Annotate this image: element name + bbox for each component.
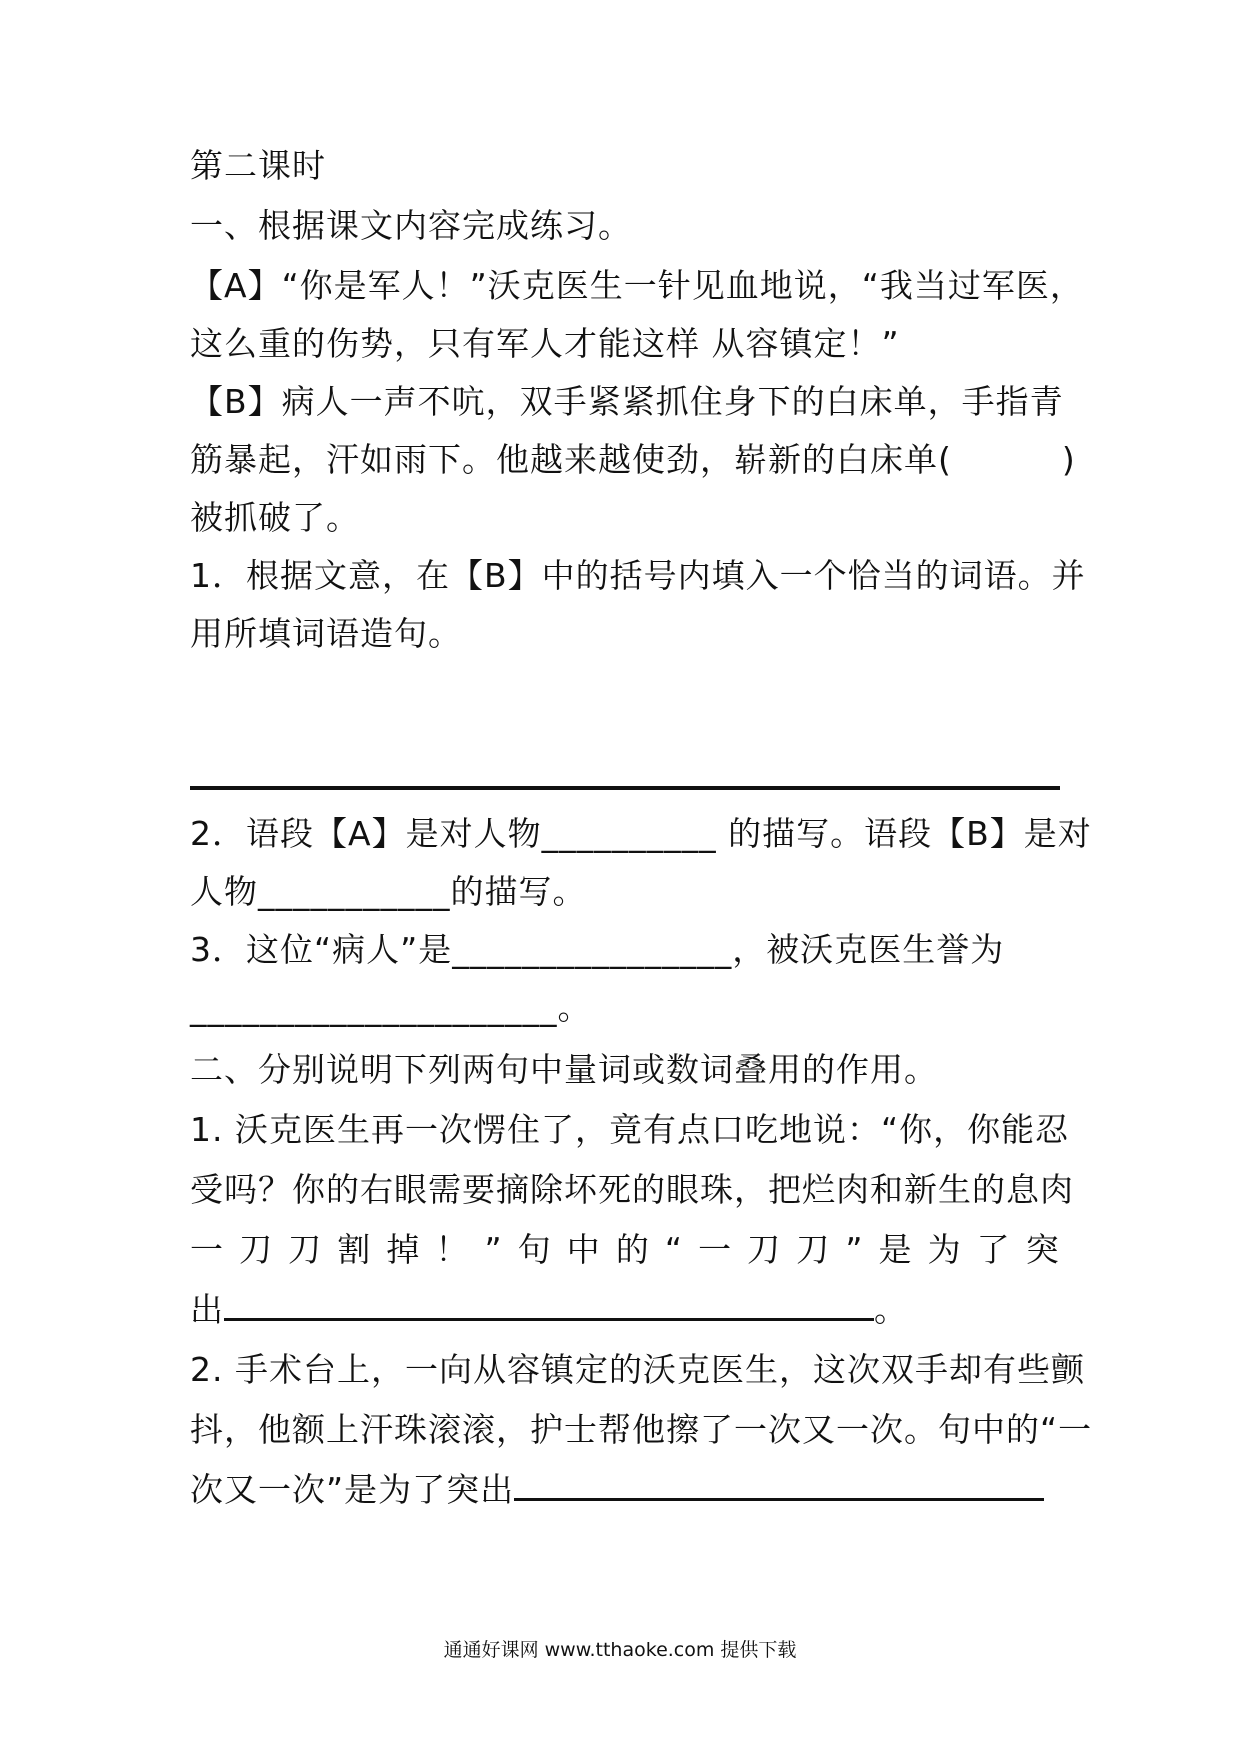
q3-part1: 3．这位“病人”是: [190, 930, 453, 969]
s2-q1-char: 刀: [747, 1230, 782, 1269]
q3-line2: [190, 984, 1060, 1032]
q1-line1: 1．根据文意，在【B】中的括号内填入一个恰当的词语。并: [190, 556, 1086, 595]
s2-q2-line3-text: 次又一次”是为了突出: [190, 1470, 515, 1509]
q2-line1: [190, 810, 1092, 858]
s2-q2-line1: 2. 手术台上，一向从容镇定的沃克医生，这次双手却有些颤: [190, 1350, 1085, 1389]
q2-line2: [190, 868, 1060, 916]
s2-q1-line1: 1. 沃克医生再一次愣住了，竟有点口吃地说：“你，你能忍: [190, 1110, 1070, 1149]
s2-q1-char: “: [664, 1230, 683, 1269]
passage-b-line2-text: 筋暴起，汗如雨下。他越来越使劲，崭新的白床单(: [190, 440, 952, 479]
passage-b-line1: 【B】病人一声不吭，双手紧紧抓住身下的白床单，手指青: [190, 382, 1064, 421]
s2-q1-char: 一: [698, 1230, 733, 1269]
footer: 通通好课网 www.tthaoke.com 提供下载: [443, 1639, 797, 1661]
q2-part2: 的描写。语段【B】是对: [716, 814, 1092, 853]
s2-q1-char: 刀: [239, 1230, 274, 1269]
s2-q1-char: 的: [615, 1230, 650, 1269]
s2-q1-answer-line[interactable]: [224, 1288, 874, 1321]
s2-q1-char: 句: [517, 1230, 552, 1269]
s2-q2-line2: 抖，他额上汗珠滚滚，护士帮他擦了一次又一次。句中的“一: [190, 1410, 1093, 1449]
s2-q2-line3: [190, 1466, 1060, 1514]
s2-q1-line4-start: 出: [190, 1290, 224, 1329]
s2-q1-char: 掉: [386, 1230, 421, 1269]
s2-q1-char: 刀: [288, 1230, 323, 1269]
q2-part4: 的描写。: [450, 872, 587, 911]
passage-a-line2: 这么重的伤势，只有军人才能这样 从容镇定！”: [190, 324, 900, 363]
passage-b-line2: [190, 436, 1076, 484]
s2-q1-char: ！: [435, 1230, 470, 1269]
q3-blank2[interactable]: _____________________: [190, 988, 558, 1027]
q3-part2: ，被沃克医生誉为: [732, 930, 1005, 969]
s2-q1-line3: [190, 1226, 1060, 1274]
s2-q1-char: 一: [190, 1230, 224, 1269]
lesson-title: 第二课时: [190, 146, 326, 185]
s2-q1-char: 为: [927, 1230, 962, 1269]
s2-q1-line4-end: 。: [874, 1290, 908, 1329]
q2-part3: 人物: [190, 872, 258, 911]
s2-q2-answer-line[interactable]: [514, 1468, 1044, 1501]
q2-blank2[interactable]: ___________: [258, 872, 451, 911]
s2-q1-char: 中: [566, 1230, 601, 1269]
q1-line2: 用所填词语造句。: [190, 614, 462, 653]
q1-answer-line[interactable]: [190, 786, 1060, 790]
s2-q1-char: 突: [1025, 1230, 1060, 1269]
s2-q1-line2: 受吗？你的右眼需要摘除坏死的眼珠，把烂肉和新生的息肉: [190, 1170, 1074, 1209]
q2-blank1[interactable]: __________: [541, 814, 717, 853]
s2-q1-char: 割: [337, 1230, 372, 1269]
section2-heading: 二、分别说明下列两句中量词或数词叠用的作用。: [190, 1050, 938, 1089]
q3-blank1[interactable]: ________________: [452, 930, 733, 969]
passage-a-line1: 【A】“你是军人！”沃克医生一针见血地说，“我当过军医，: [190, 266, 1084, 305]
s2-q1-char: 了: [976, 1230, 1011, 1269]
q2-part1: 2．语段【A】是对人物: [190, 814, 542, 853]
passage-b-line3: 被抓破了。: [190, 498, 360, 537]
passage-b-close-bracket: ): [1061, 440, 1076, 479]
q3-line1: [190, 926, 1060, 974]
s2-q1-line4: [190, 1286, 1060, 1334]
section1-heading: 一、根据课文内容完成练习。: [190, 206, 632, 245]
s2-q1-char: ”: [484, 1230, 503, 1269]
q3-end: 。: [557, 988, 592, 1027]
s2-q1-char: ”: [845, 1230, 864, 1269]
s2-q1-char: 刀: [796, 1230, 831, 1269]
s2-q1-char: 是: [878, 1230, 913, 1269]
